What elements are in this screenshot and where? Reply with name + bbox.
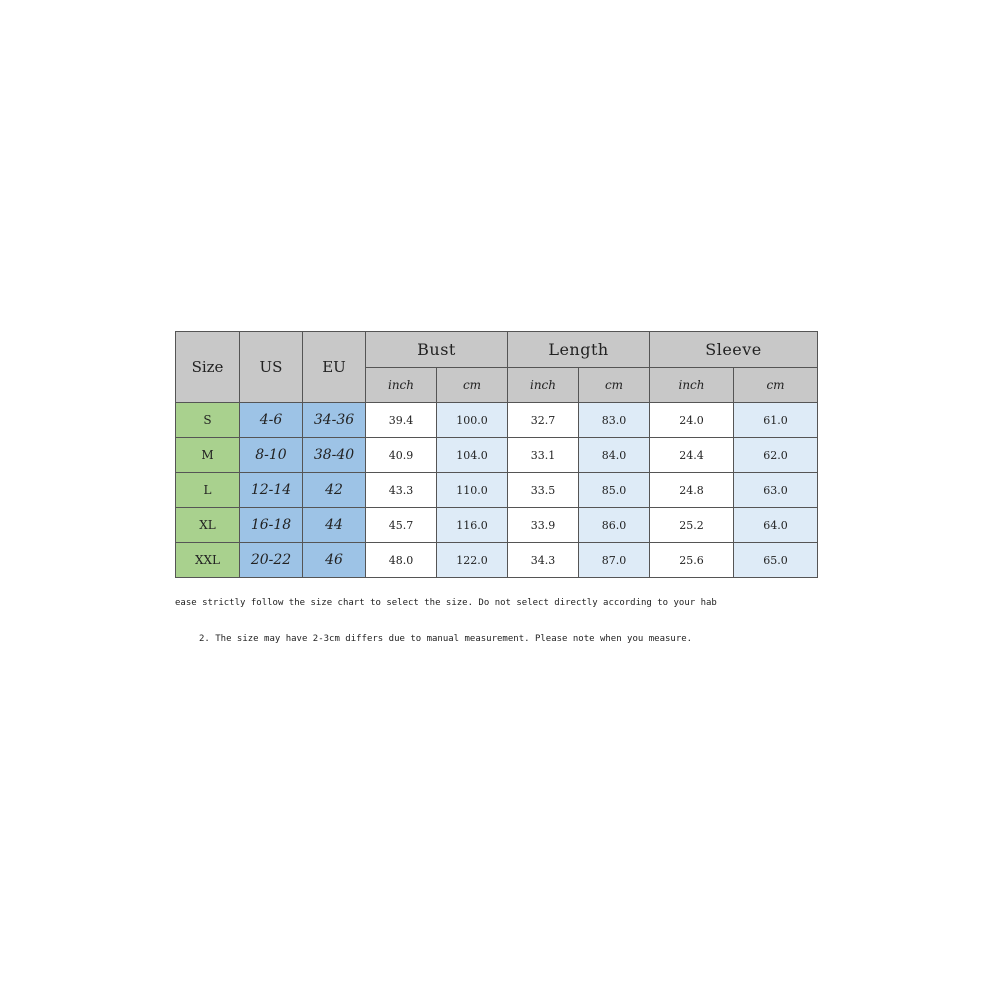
cell-eu: 46 <box>303 543 366 578</box>
cell-sleeve-cm: 62.0 <box>734 438 818 473</box>
header-us: US <box>240 332 303 403</box>
cell-length-inch: 33.9 <box>508 508 579 543</box>
cell-length-cm: 86.0 <box>579 508 650 543</box>
cell-eu: 42 <box>303 473 366 508</box>
cell-us: 16-18 <box>240 508 303 543</box>
header-size: Size <box>176 332 240 403</box>
cell-us: 12-14 <box>240 473 303 508</box>
note-measurement: 2. The size may have 2-3cm differs due to manual measurement. Please note when you measure. <box>199 634 693 644</box>
cell-size: M <box>176 438 240 473</box>
cell-length-inch: 34.3 <box>508 543 579 578</box>
cell-bust-inch: 48.0 <box>366 543 437 578</box>
cell-size: XXL <box>176 543 240 578</box>
cell-us: 8-10 <box>240 438 303 473</box>
cell-eu: 34-36 <box>303 403 366 438</box>
cell-sleeve-inch: 25.2 <box>650 508 734 543</box>
cell-size: S <box>176 403 240 438</box>
header-length-cm: cm <box>579 368 650 403</box>
cell-eu: 38-40 <box>303 438 366 473</box>
header-length-inch: inch <box>508 368 579 403</box>
cell-bust-inch: 45.7 <box>366 508 437 543</box>
cell-length-cm: 84.0 <box>579 438 650 473</box>
cell-bust-cm: 104.0 <box>437 438 508 473</box>
cell-us: 20-22 <box>240 543 303 578</box>
table-row <box>176 438 818 473</box>
table-row <box>176 543 818 578</box>
cell-sleeve-inch: 24.8 <box>650 473 734 508</box>
header-row-groups <box>176 332 818 368</box>
header-bust-inch: inch <box>366 368 437 403</box>
cell-bust-inch: 40.9 <box>366 438 437 473</box>
header-bust-cm: cm <box>437 368 508 403</box>
cell-bust-cm: 110.0 <box>437 473 508 508</box>
cell-sleeve-inch: 24.0 <box>650 403 734 438</box>
cell-eu: 44 <box>303 508 366 543</box>
header-sleeve: Sleeve <box>650 332 818 368</box>
cell-size: L <box>176 473 240 508</box>
table-row <box>176 473 818 508</box>
cell-length-inch: 33.5 <box>508 473 579 508</box>
cell-sleeve-cm: 63.0 <box>734 473 818 508</box>
cell-length-cm: 85.0 <box>579 473 650 508</box>
cell-length-inch: 33.1 <box>508 438 579 473</box>
cell-length-cm: 83.0 <box>579 403 650 438</box>
size-chart-table <box>175 331 818 578</box>
cell-sleeve-cm: 65.0 <box>734 543 818 578</box>
cell-size: XL <box>176 508 240 543</box>
header-length: Length <box>508 332 650 368</box>
header-sleeve-cm: cm <box>734 368 818 403</box>
cell-bust-cm: 100.0 <box>437 403 508 438</box>
cell-sleeve-inch: 25.6 <box>650 543 734 578</box>
table-row <box>176 508 818 543</box>
note-size-chart: ease strictly follow the size chart to select the size. Do not select directly according to your hab <box>175 598 717 608</box>
cell-length-inch: 32.7 <box>508 403 579 438</box>
cell-bust-inch: 43.3 <box>366 473 437 508</box>
cell-bust-cm: 116.0 <box>437 508 508 543</box>
cell-bust-cm: 122.0 <box>437 543 508 578</box>
cell-bust-inch: 39.4 <box>366 403 437 438</box>
cell-length-cm: 87.0 <box>579 543 650 578</box>
cell-sleeve-inch: 24.4 <box>650 438 734 473</box>
header-bust: Bust <box>366 332 508 368</box>
header-eu: EU <box>303 332 366 403</box>
header-sleeve-inch: inch <box>650 368 734 403</box>
cell-sleeve-cm: 64.0 <box>734 508 818 543</box>
cell-sleeve-cm: 61.0 <box>734 403 818 438</box>
table-row <box>176 403 818 438</box>
cell-us: 4-6 <box>240 403 303 438</box>
